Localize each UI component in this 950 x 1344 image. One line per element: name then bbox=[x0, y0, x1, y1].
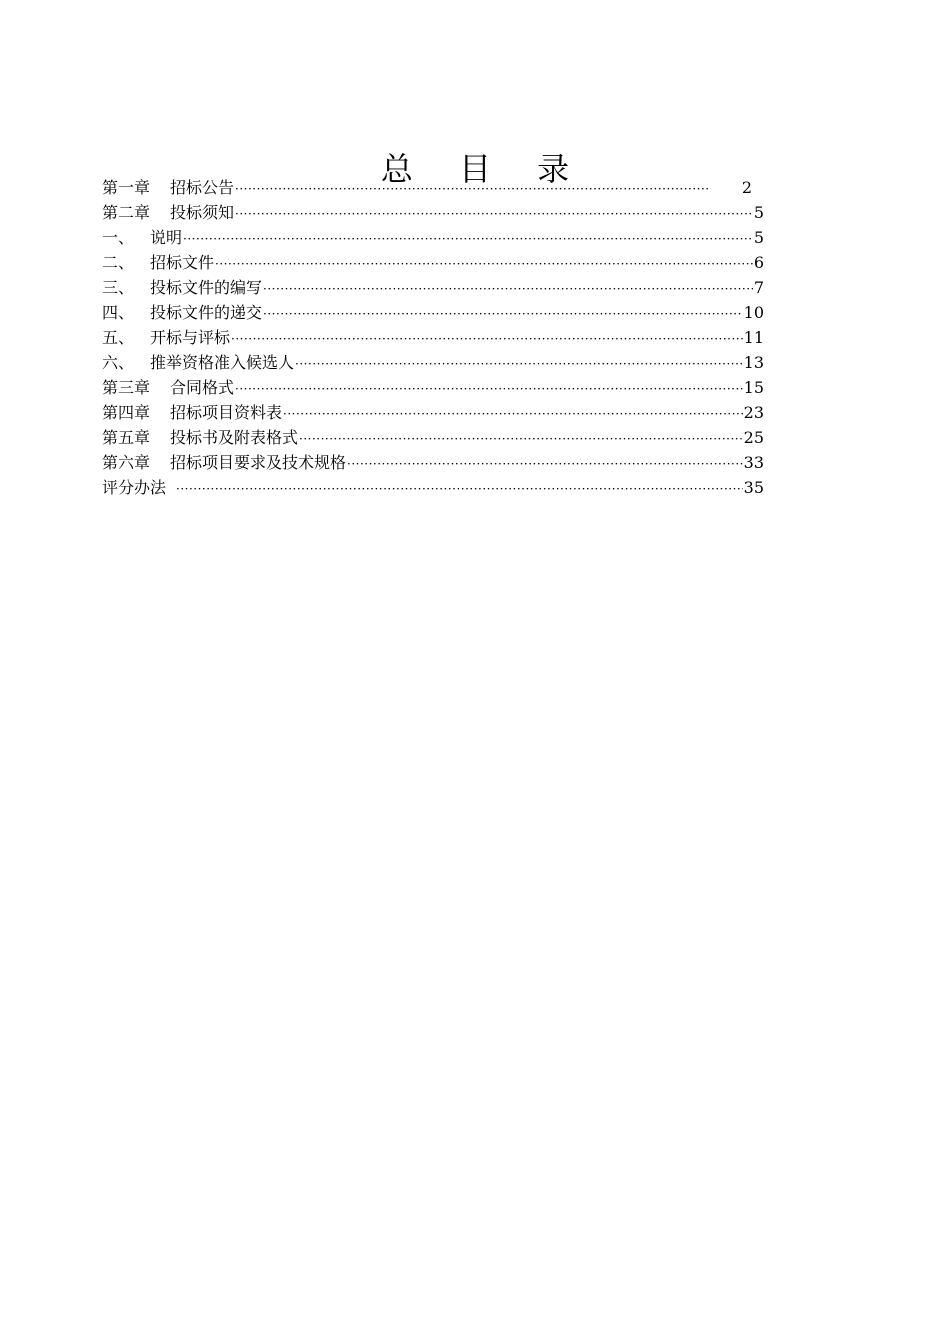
toc-leader-dots bbox=[166, 477, 743, 500]
toc-leader-dots bbox=[262, 302, 743, 325]
toc-leader-dots bbox=[346, 452, 743, 475]
toc-entry-number: 第一章 bbox=[102, 178, 151, 197]
toc-entry-title: 投标文件的递交 bbox=[150, 303, 263, 322]
toc-entry-page: 5 bbox=[753, 203, 764, 222]
toc-entry[interactable] bbox=[102, 375, 764, 400]
toc-entry-title: 招标公告 bbox=[170, 178, 235, 197]
toc-entry-page: 35 bbox=[743, 478, 764, 497]
toc-leader-dots bbox=[230, 327, 743, 350]
toc-leader-dots bbox=[294, 352, 743, 375]
toc-entry-title: 投标须知 bbox=[170, 203, 235, 222]
toc-entry[interactable] bbox=[102, 350, 764, 375]
toc-leader-dots bbox=[234, 177, 709, 200]
toc-entry-page: 5 bbox=[753, 228, 764, 247]
toc-entry-page: 2 bbox=[741, 178, 752, 197]
toc-leader-dots bbox=[298, 427, 743, 450]
toc-entry-title: 招标项目资料表 bbox=[170, 403, 283, 422]
toc-entry[interactable] bbox=[102, 325, 764, 350]
toc-entry-title: 招标项目要求及技术规格 bbox=[170, 453, 347, 472]
toc-leader-dots bbox=[282, 402, 743, 425]
toc-entry-number: 第四章 bbox=[102, 403, 151, 422]
toc-entry-page: 15 bbox=[743, 378, 764, 397]
toc-entry-number: 二、 bbox=[102, 253, 135, 272]
toc-entry-title: 招标文件 bbox=[150, 253, 215, 272]
toc-entry[interactable] bbox=[102, 225, 764, 250]
toc-entry-page: 25 bbox=[743, 428, 764, 447]
toc-entry-number: 三、 bbox=[102, 278, 135, 297]
toc-entry-number: 第五章 bbox=[102, 428, 151, 447]
toc-leader-dots bbox=[182, 227, 753, 250]
toc-entry[interactable] bbox=[102, 200, 764, 225]
toc-entry-title: 合同格式 bbox=[170, 378, 235, 397]
toc-entry-number: 五、 bbox=[102, 328, 135, 347]
toc-entry-page: 33 bbox=[743, 453, 764, 472]
toc-leader-dots bbox=[214, 252, 753, 275]
toc-entry-page: 23 bbox=[743, 403, 764, 422]
toc-entry-page: 10 bbox=[743, 303, 764, 322]
toc-entry-number: 第三章 bbox=[102, 378, 151, 397]
toc-entry-title: 推举资格准入候选人 bbox=[150, 353, 295, 372]
toc-entry-page: 13 bbox=[743, 353, 764, 372]
toc-entry-number: 第二章 bbox=[102, 203, 151, 222]
toc-entry[interactable] bbox=[102, 300, 764, 325]
toc-entry[interactable] bbox=[102, 450, 764, 475]
toc-leader-dots bbox=[234, 377, 743, 400]
toc-entry[interactable] bbox=[102, 425, 764, 450]
toc-entry-page: 7 bbox=[753, 278, 764, 297]
page-title: 总 目 录 bbox=[380, 150, 588, 189]
toc-entry[interactable] bbox=[102, 400, 764, 425]
toc-entry-title: 评分办法 bbox=[102, 478, 167, 497]
table-of-contents bbox=[102, 175, 764, 500]
toc-entry-page: 11 bbox=[743, 328, 764, 347]
toc-entry-number: 六、 bbox=[102, 353, 135, 372]
toc-leader-dots bbox=[234, 202, 753, 225]
toc-entry-number: 第六章 bbox=[102, 453, 151, 472]
toc-entry-number: 一、 bbox=[102, 228, 135, 247]
toc-leader-dots bbox=[262, 277, 753, 300]
toc-entry-title: 投标文件的编写 bbox=[150, 278, 263, 297]
toc-entry-title: 投标书及附表格式 bbox=[170, 428, 299, 447]
toc-entry[interactable] bbox=[102, 475, 764, 500]
toc-entry-title: 开标与评标 bbox=[150, 328, 231, 347]
toc-entry-page: 6 bbox=[753, 253, 764, 272]
toc-entry[interactable] bbox=[102, 250, 764, 275]
toc-entry-number: 四、 bbox=[102, 303, 135, 322]
toc-entry-title: 说明 bbox=[150, 228, 183, 247]
toc-entry[interactable] bbox=[102, 275, 764, 300]
toc-entry[interactable] bbox=[102, 175, 764, 200]
